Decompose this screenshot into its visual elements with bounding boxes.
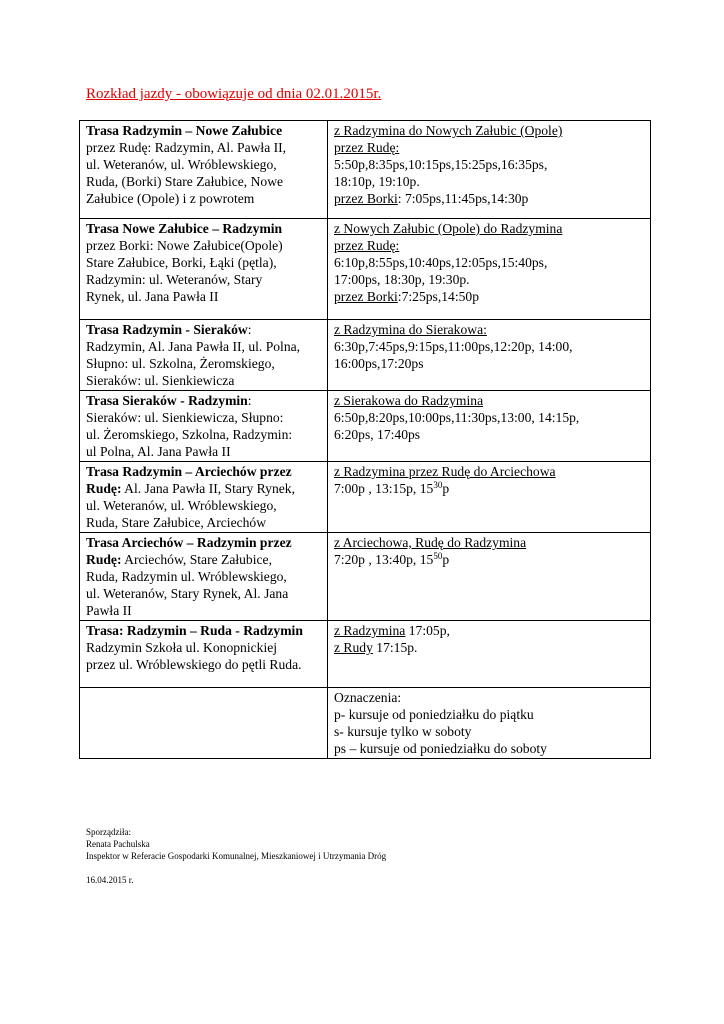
departure-times: 7:00p , 13:15p, 15 (334, 481, 434, 496)
route-stops: Arciechów, Stare Załubice, (121, 552, 272, 567)
route-stops: ul. Weteranów, ul. Wróblewskiego, (86, 157, 277, 172)
route-stops: Słupno: ul. Szkolna, Żeromskiego, (86, 356, 275, 371)
route-heading-line (86, 551, 322, 568)
direction-label: z Arciechowa, Rudę do Radzymina (334, 535, 527, 550)
schedule-table (79, 120, 651, 759)
route-heading: Trasa Radzymin – Arciechów przez (86, 464, 292, 479)
prepared-by-label: Sporządziła: (86, 827, 131, 837)
route-heading-suffix: : (247, 393, 252, 408)
route-stops: ul. Weteranów, Stary Rynek, Al. Jana (86, 586, 289, 601)
route-cell (80, 621, 328, 688)
departure-times: 18:10p, 19:10p. (334, 174, 420, 189)
route-stops: Radzymin, Al. Jana Pawła II, ul. Polna, (86, 339, 301, 354)
direction-label: z Rudy (334, 640, 373, 655)
route-stops: ul. Weteranów, ul. Wróblewskiego, (86, 498, 277, 513)
route-stops: Al. Jana Pawła II, Stary Rynek, (121, 481, 295, 496)
departure-times: 7:20p , 13:40p, 15 (334, 552, 434, 567)
route-heading: Trasa Radzymin - Sieraków (86, 322, 248, 337)
route-stops: Radzymin: ul. Weteranów, Stary (86, 272, 263, 287)
table-row (80, 391, 651, 462)
departure-times: 17:15p. (372, 640, 418, 655)
direction-label: z Radzymina przez Rudę do Arciechowa (334, 464, 556, 479)
via-label: przez Borki (334, 191, 398, 206)
timetable-cell (328, 462, 651, 533)
route-stops: Sieraków: ul. Sienkiewicza, Słupno: (86, 410, 284, 425)
direction-label: z Radzymina do Sierakowa: (334, 322, 487, 337)
legend-item: ps – kursuje od poniedziałku do soboty (334, 741, 547, 756)
departure-times-line (334, 288, 645, 305)
departure-times: : 7:05ps,11:45ps,14:30p (397, 191, 529, 206)
legend-item: p- kursuje od poniedziałku do piątku (334, 707, 534, 722)
departure-times: 17:00ps, 18:30p, 19:30p. (334, 272, 470, 287)
departure-times: 6:50p,8:20ps,10:00ps,11:30ps,13:00, 14:15p, (334, 410, 580, 425)
timetable-cell (328, 320, 651, 391)
route-heading: Trasa: Radzymin – Ruda - Radzymin (86, 623, 303, 638)
departure-times: 17:05p, (405, 623, 450, 638)
author-position: Inspektor w Referacie Gospodarki Komunalnej, Mieszkaniowej i Utrzymania Dróg (86, 851, 387, 861)
route-heading-suffix: : (247, 322, 252, 337)
route-cell (80, 462, 328, 533)
table-row (80, 621, 651, 688)
route-stops: Ruda, Radzymin ul. Wróblewskiego, (86, 569, 287, 584)
route-heading: Rudę: (86, 552, 122, 567)
timetable-cell (328, 219, 651, 320)
route-heading: Trasa Arciechów – Radzymin przez (86, 535, 292, 550)
table-row (80, 688, 651, 759)
timetable-cell (328, 391, 651, 462)
empty-cell (80, 688, 328, 759)
departure-times: 6:30p,7:45ps,9:15ps,11:00ps,12:20p, 14:00, (334, 339, 573, 354)
table-row (80, 121, 651, 219)
via-label: przez Borki (334, 289, 398, 304)
route-stops: Ruda, Stare Załubice, Arciechów (86, 515, 267, 530)
route-heading-line (86, 480, 322, 497)
legend-cell (328, 688, 651, 759)
time-minutes-superscript: 30 (433, 480, 443, 490)
direction-label: z Radzymina do Nowych Załubic (Opole) (334, 123, 563, 138)
route-heading: Trasa Radzymin – Nowe Załubice (86, 123, 283, 138)
route-cell (80, 533, 328, 621)
departure-times-line (334, 622, 645, 639)
via-label: przez Rudę: (334, 238, 400, 253)
route-stops: ul Polna, Al. Jana Pawła II (86, 444, 231, 459)
legend-title: Oznaczenia: (334, 690, 402, 705)
route-stops: Rynek, ul. Jana Pawła II (86, 289, 219, 304)
route-stops: Sieraków: ul. Sienkiewicza (86, 373, 235, 388)
departure-times: p (442, 552, 450, 567)
route-stops: ul. Żeromskiego, Szkolna, Radzymin: (86, 427, 293, 442)
route-stops: Załubice (Opole) i z powrotem (86, 191, 255, 206)
spacer (86, 862, 386, 874)
timetable-cell (328, 533, 651, 621)
timetable-cell (328, 621, 651, 688)
via-label: przez Rudę: (334, 140, 400, 155)
route-heading-line (86, 321, 322, 338)
direction-label: z Sierakowa do Radzymina (334, 393, 484, 408)
departure-times-line (334, 551, 645, 568)
route-stops: Radzymin Szkoła ul. Konopnickiej (86, 640, 278, 655)
table-row (80, 320, 651, 391)
route-heading-line (86, 392, 322, 409)
departure-times: 6:10p,8:55ps,10:40ps,12:05ps,15:40ps, (334, 255, 548, 270)
route-heading: Rudę: (86, 481, 122, 496)
direction-label: z Nowych Załubic (Opole) do Radzymina (334, 221, 563, 236)
route-stops: Ruda, (Borki) Stare Załubice, Nowe (86, 174, 284, 189)
author-name: Renata Pachulska (86, 839, 150, 849)
departure-times: :7:25ps,14:50p (397, 289, 479, 304)
route-cell (80, 121, 328, 219)
legend-item: s- kursuje tylko w soboty (334, 724, 472, 739)
departure-times-line (334, 639, 645, 656)
time-minutes-superscript: 50 (433, 551, 443, 561)
route-stops: Stare Załubice, Borki, Łąki (pętla), (86, 255, 277, 270)
route-stops: Pawła II (86, 603, 132, 618)
departure-times: 5:50p,8:35ps,10:15ps,15:25ps,16:35ps, (334, 157, 548, 172)
table-row (80, 462, 651, 533)
route-stops: przez Borki: Nowe Załubice(Opole) (86, 238, 283, 253)
document-date: 16.04.2015 r. (86, 875, 134, 885)
route-cell (80, 219, 328, 320)
route-stops: przez ul. Wróblewskiego do pętli Ruda. (86, 657, 302, 672)
departure-times: p (442, 481, 450, 496)
route-stops: przez Rudę: Radzymin, Al. Pawła II, (86, 140, 287, 155)
route-heading: Trasa Sieraków - Radzymin (86, 393, 248, 408)
timetable-cell (328, 121, 651, 219)
route-cell (80, 391, 328, 462)
page-title: Rozkład jazdy - obowiązuje od dnia 02.01.2015r. (86, 86, 382, 102)
table-row (80, 219, 651, 320)
departure-times: 6:20ps, 17:40ps (334, 427, 421, 442)
signature-block (86, 826, 386, 886)
direction-label: z Radzymina (334, 623, 406, 638)
departure-times-line (334, 480, 645, 497)
route-cell (80, 320, 328, 391)
route-heading: Trasa Nowe Załubice – Radzymin (86, 221, 283, 236)
table-row (80, 533, 651, 621)
departure-times: 16:00ps,17:20ps (334, 356, 424, 371)
departure-times-line (334, 190, 645, 207)
